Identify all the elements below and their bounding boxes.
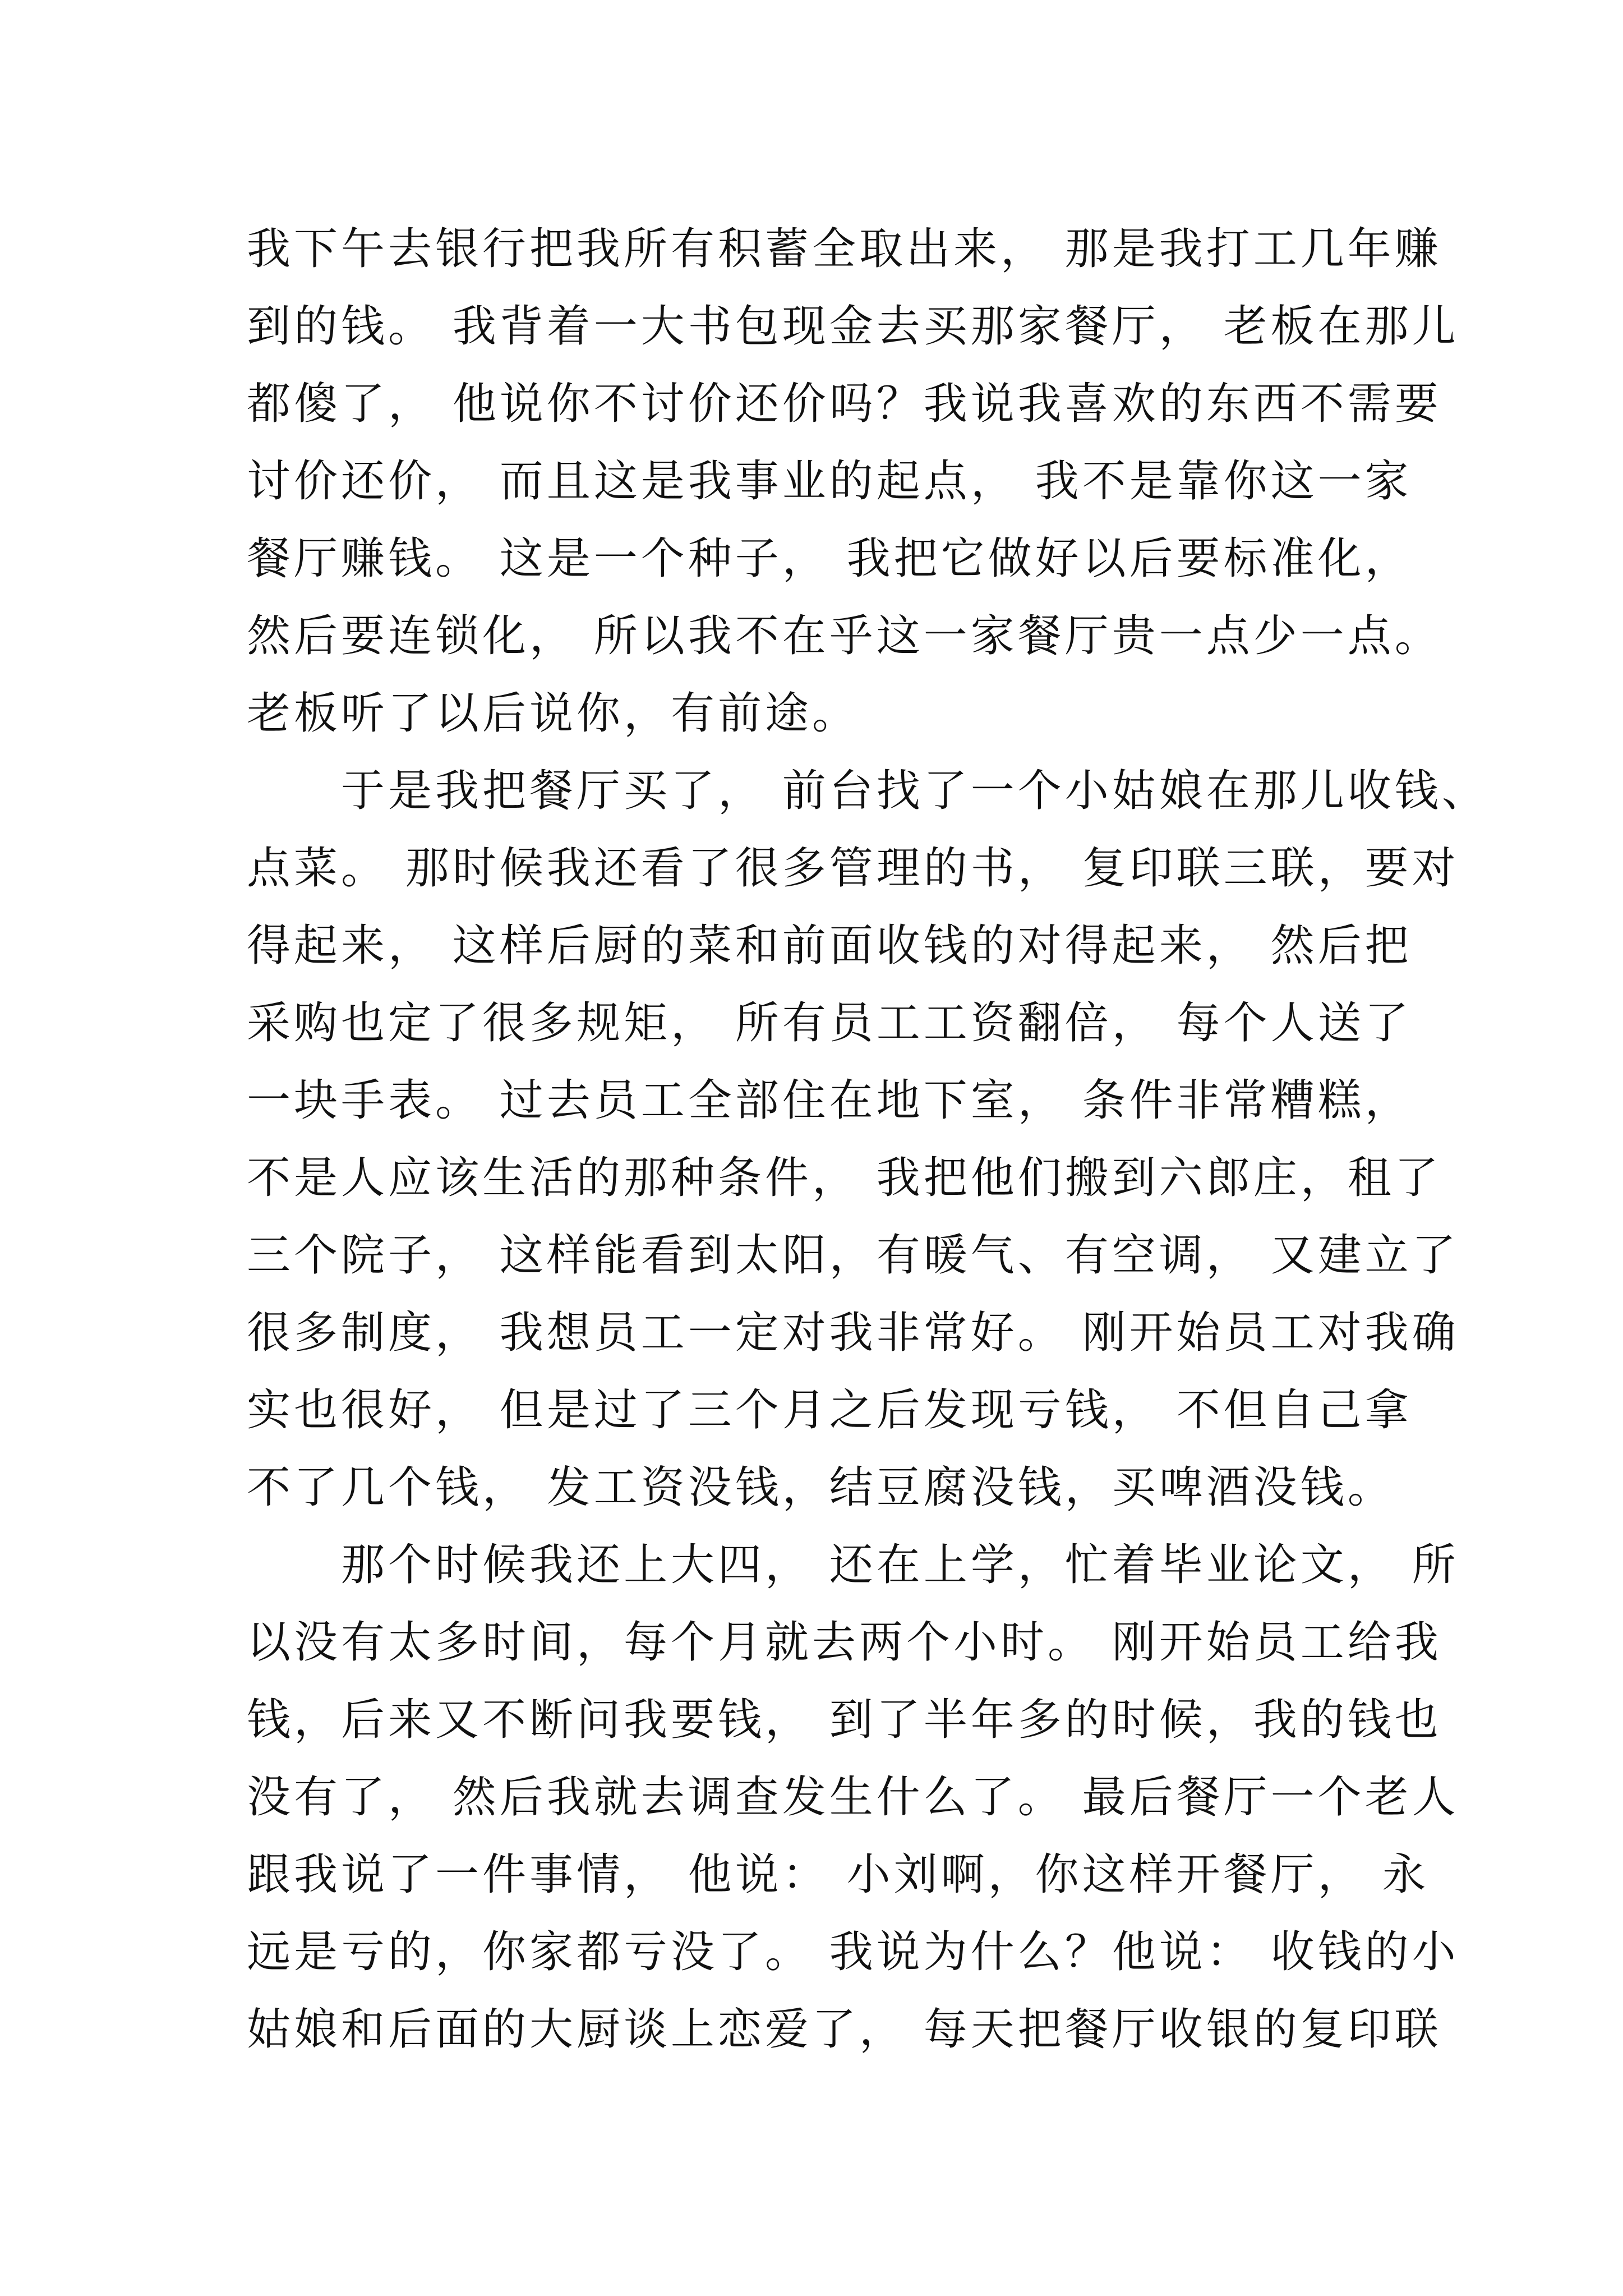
text-line: 跟我说了一件事情， 他说： 小刘啊，你这样开餐厅， 永: [247, 1849, 1430, 1900]
text-line: 于是我把餐厅买了， 前台找了一个小姑娘在那儿收钱、: [247, 766, 1489, 816]
text-line: 点菜。 那时候我还看了很多管理的书， 复印联三联，要对: [247, 843, 1459, 894]
text-line: 采购也定了很多规矩， 所有员工工资翻倍， 每个人送了: [247, 998, 1412, 1048]
text-line: 那个时候我还上大四， 还在上学，忙着毕业论文， 所: [247, 1540, 1459, 1590]
text-line: 我下午去银行把我所有积蓄全取出来， 那是我打工几年赚: [247, 224, 1442, 274]
text-line: 以没有太多时间，每个月就去两个小时。 刚开始员工给我: [247, 1617, 1442, 1668]
text-line: 一块手表。 过去员工全部住在地下室， 条件非常糟糕，: [247, 1075, 1412, 1126]
text-line: 远是亏的，你家都亏没了。 我说为什么？他说： 收钱的小: [247, 1927, 1459, 1977]
text-line: 然后要连锁化， 所以我不在乎这一家餐厅贵一点少一点。: [247, 611, 1442, 661]
text-line: 老板听了以后说你，有前途。: [247, 688, 860, 739]
text-line: 都傻了， 他说你不讨价还价吗？我说我喜欢的东西不需要: [247, 379, 1442, 429]
body-text: [247, 210, 1489, 2068]
text-line: 很多制度， 我想员工一定对我非常好。 刚开始员工对我确: [247, 1308, 1459, 1358]
text-line: 不是人应该生活的那种条件， 我把他们搬到六郎庄，租了: [247, 1153, 1442, 1203]
text-line: 讨价还价， 而且这是我事业的起点， 我不是靠你这一家: [247, 456, 1412, 507]
text-line: 三个院子， 这样能看到太阳，有暖气、有空调， 又建立了: [247, 1230, 1459, 1281]
text-line: 不了几个钱， 发工资没钱，结豆腐没钱，买啤酒没钱。: [247, 1462, 1395, 1513]
text-line: 钱，后来又不断问我要钱， 到了半年多的时候，我的钱也: [247, 1695, 1442, 1745]
text-line: 实也很好， 但是过了三个月之后发现亏钱， 不但自己拿: [247, 1385, 1412, 1435]
text-line: 姑娘和后面的大厨谈上恋爱了， 每天把餐厅收银的复印联: [247, 2004, 1442, 2055]
text-line: 得起来， 这样后厨的菜和前面收钱的对得起来， 然后把: [247, 921, 1412, 971]
text-line: 餐厅赚钱。 这是一个种子， 我把它做好以后要标准化，: [247, 533, 1412, 584]
text-line: 到的钱。 我背着一大书包现金去买那家餐厅， 老板在那儿: [247, 301, 1459, 352]
text-line: 没有了， 然后我就去调查发生什么了。 最后餐厅一个老人: [247, 1772, 1459, 1823]
